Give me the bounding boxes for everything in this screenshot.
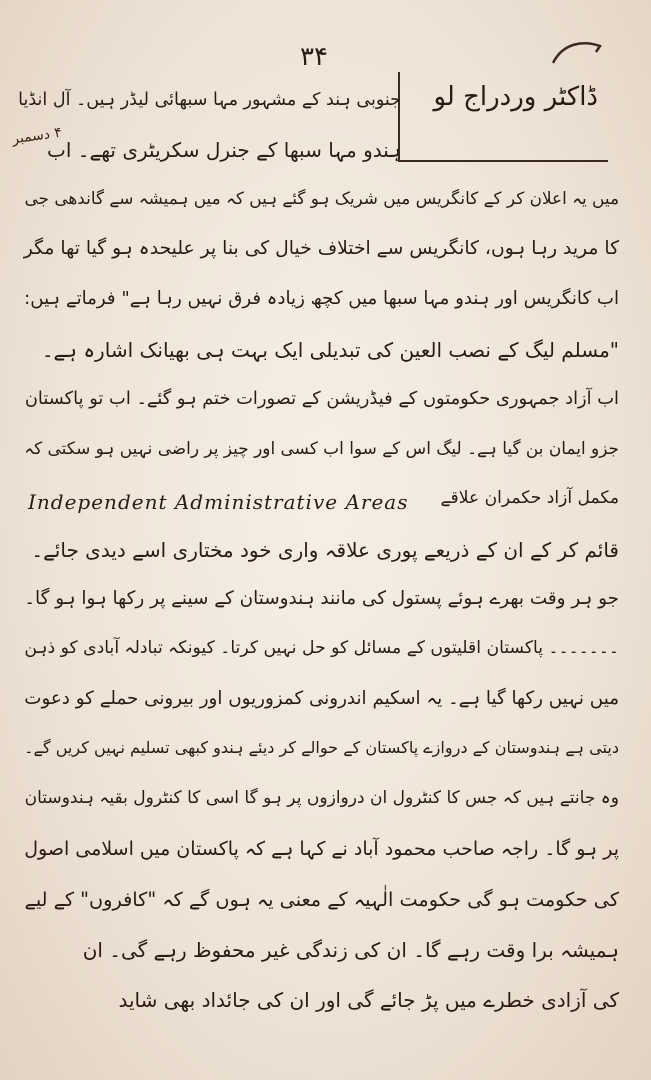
text-line: کا مرید رہا ہوں، کانگریس سے اختلاف خیال کی بنا پر علیحدہ ہو گیا تھا مگر <box>23 238 619 259</box>
page-number: ۳۴ <box>300 42 328 72</box>
text-line: کی حکومت ہو گی حکومت الٰہیہ کے معنی یہ ہوں گے کہ "کافروں" کے لیے <box>24 888 619 911</box>
corner-scribble <box>548 38 608 68</box>
author-heading-box <box>398 72 608 162</box>
text-line: اب کانگریس اور ہندو مہا سبھا میں کچھ زیادہ فرق نہیں رہا ہے" فرماتے ہیں: <box>24 288 619 309</box>
text-line: ۔۔۔۔۔۔۔ پاکستان اقلیتوں کے مسائل کو حل نہیں کرتا۔ کیونکہ تبادلہ آبادی کو ذہن <box>24 638 619 658</box>
text-line: میں نہیں رکھا گیا ہے۔ یہ اسکیم اندرونی کمزوریوں اور بیرونی حملے کو دعوت <box>24 688 619 709</box>
text-line: ہندو مہا سبھا کے جنرل سکریٹری تھے۔ اب <box>47 138 401 162</box>
text-line: پر ہو گا۔ راجہ صاحب محمود آباد نے کہا ہے کہ پاکستان میں اسلامی اصول <box>24 838 619 860</box>
english-phrase: Independent Administrative Areas <box>28 490 409 514</box>
text-line: جزو ایمان بن گیا ہے۔ لیگ اس کے سوا اب کسی اور چیز پر راضی نہیں ہو سکتی کہ <box>24 438 619 458</box>
text-line: قائم کر کے ان کے ذریعے پوری علاقہ واری خود مختاری اسے دیدی جائے۔ <box>31 538 619 562</box>
text-line: ہمیشہ برا وقت رہے گا۔ ان کی زندگی غیر محفوظ رہے گی۔ ان <box>82 938 619 962</box>
text-line: وہ جانتے ہیں کہ جس کا کنٹرول ان دروازوں پر ہو گا اسی کا کنٹرول بقیہ ہندوستان <box>24 788 619 808</box>
text-line: "مسلم لیگ کے نصب العین کی تبدیلی ایک بہت ہی بھیانک اشارہ ہے۔ <box>41 338 619 362</box>
text-line: اب آزاد جمہوری حکومتوں کے فیڈریشن کے تصورات ختم ہو گئے۔ اب تو پاکستان <box>24 388 619 409</box>
margin-date-note: ۴ دسمبر <box>11 124 63 148</box>
text-line: جو ہر وقت بھرے ہوئے پستول کی مانند ہندوستان کے سینے پر رکھا ہوا ہو گا۔ <box>24 588 619 609</box>
text-line: میں یہ اعلان کر کے کانگریس میں شریک ہو گئے ہیں کہ میں ہمیشہ سے گاندھی جی <box>24 188 619 208</box>
text-line: جنوبی ہند کے مشہور مہا سبھائی لیڈر ہیں۔ آل انڈیا <box>18 90 401 110</box>
text-line: کی آزادی خطرے میں پڑ جائے گی اور ان کی جائداد بھی شاید <box>118 988 619 1012</box>
text-line: دیتی ہے ہندوستان کے دروازے پاکستان کے حوالے کر دیئے ہندو کبھی تسلیم نہیں کریں گے۔ <box>24 738 619 757</box>
text-line-urdu-prefix: مکمل آزاد حکمران علاقے <box>440 488 619 508</box>
author-name: ڈاکٹر وردراج لو <box>433 82 598 112</box>
